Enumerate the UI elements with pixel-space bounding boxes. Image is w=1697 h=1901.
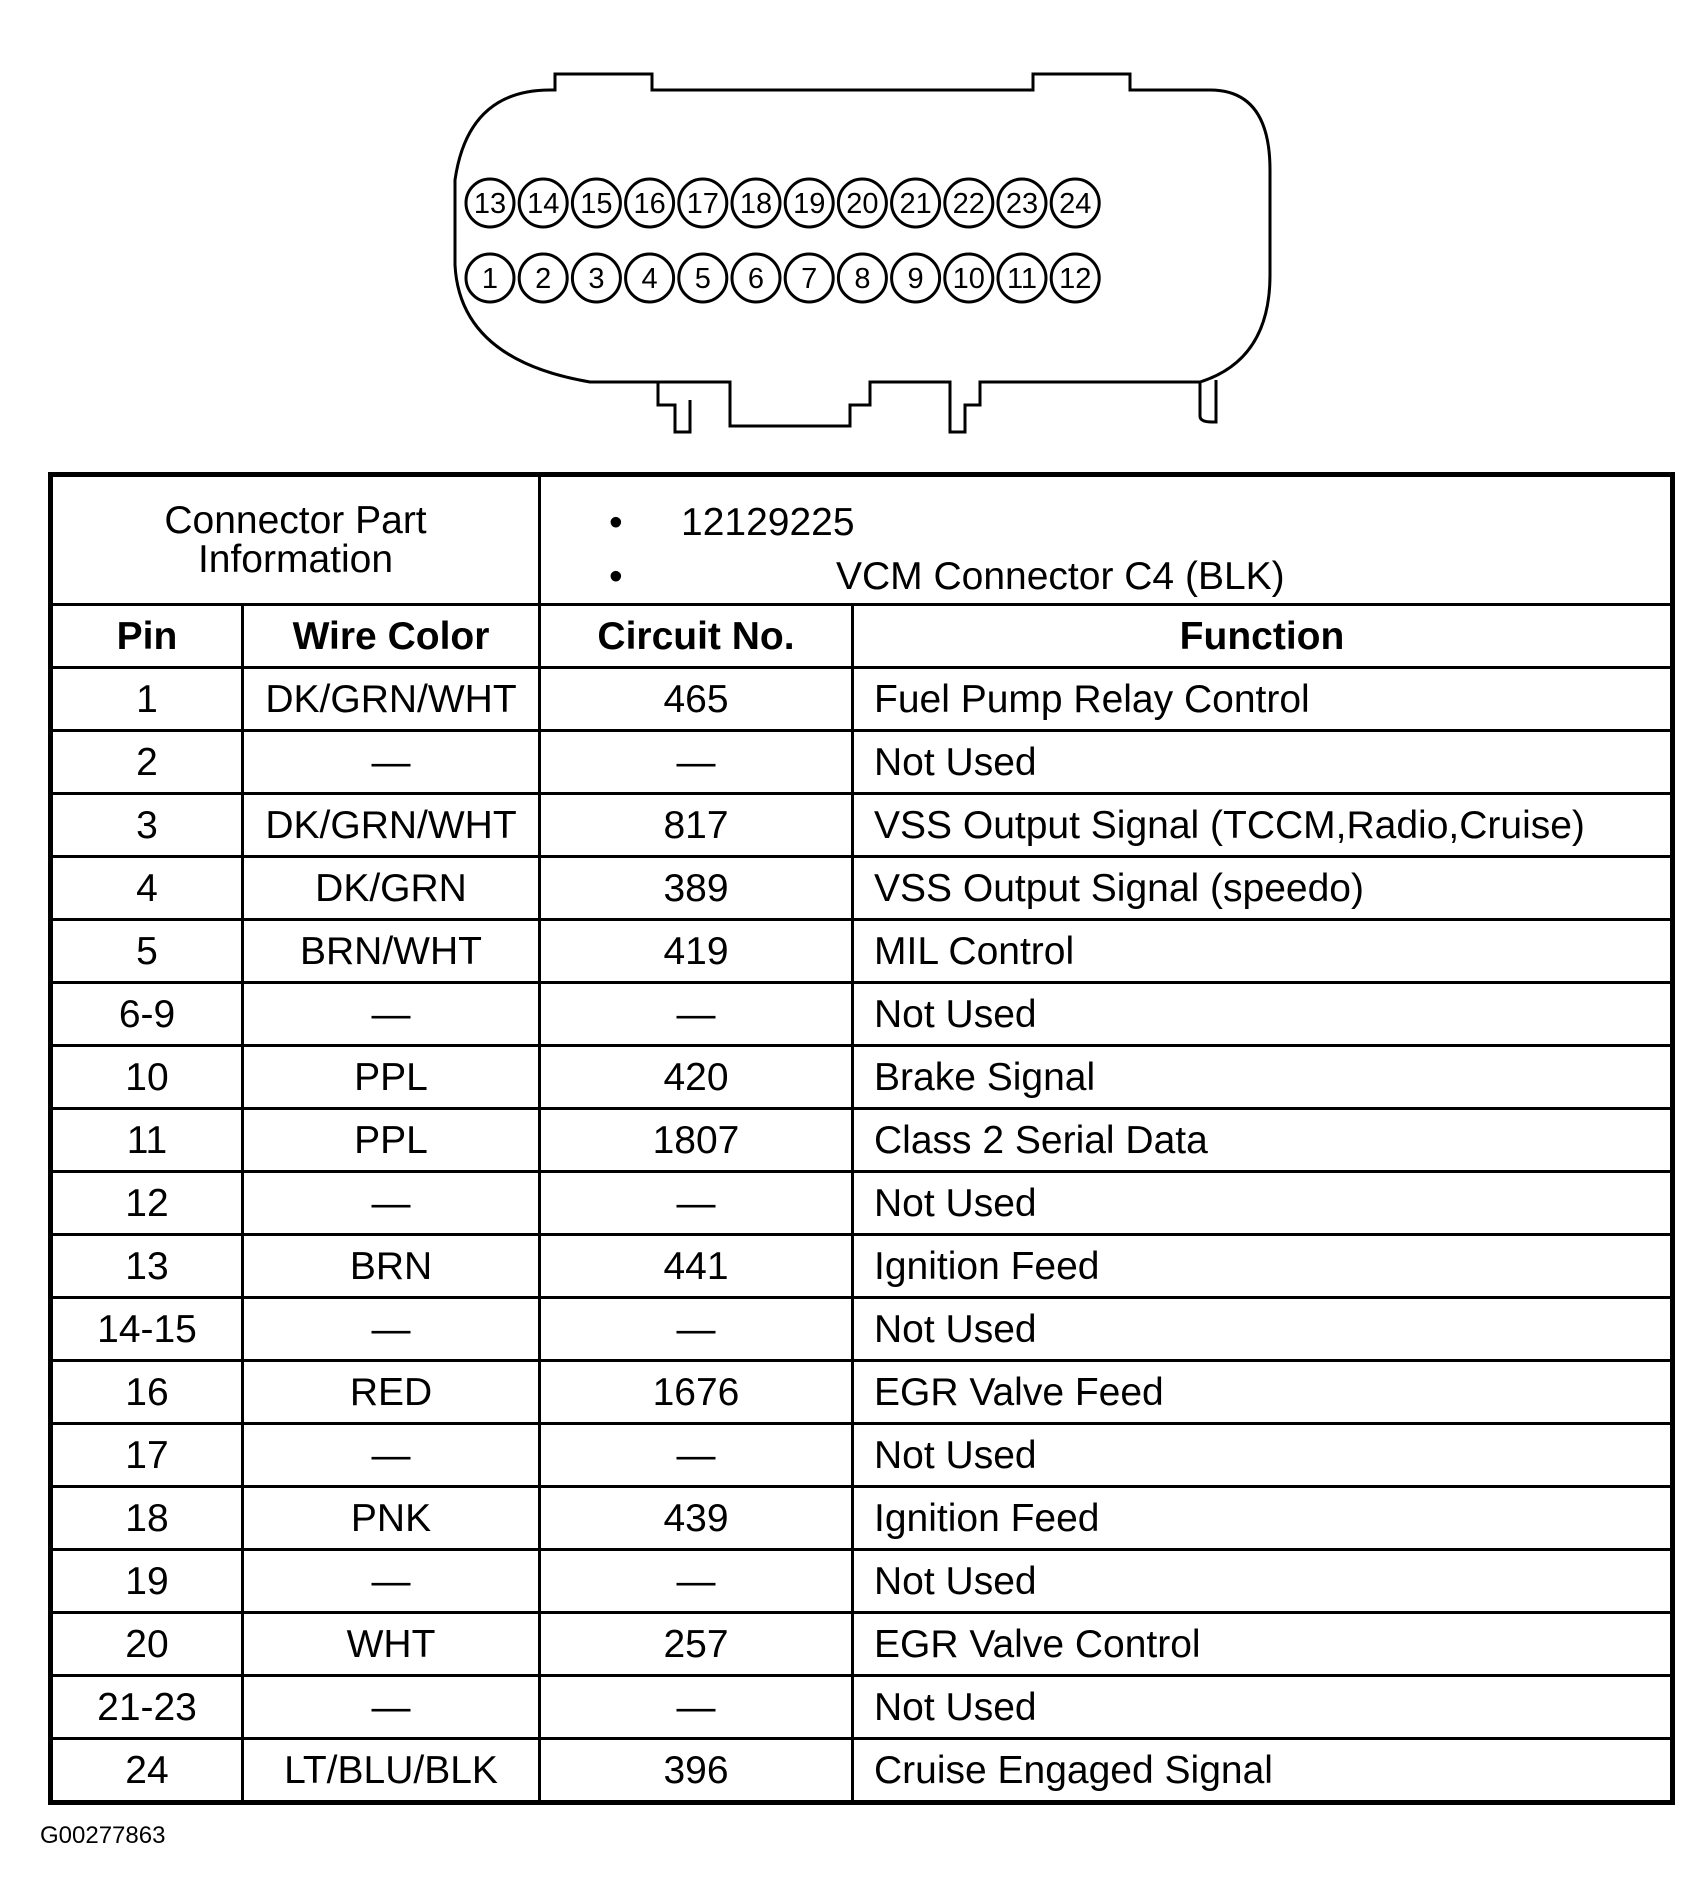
bullet-icon: • <box>609 500 623 544</box>
cell-function: Not Used <box>853 1172 1673 1235</box>
cell-wire-color: PPL <box>243 1109 540 1172</box>
cell-wire-color: — <box>243 1298 540 1361</box>
cell-function: EGR Valve Control <box>853 1613 1673 1676</box>
cell-wire-color: DK/GRN/WHT <box>243 668 540 731</box>
table-row <box>51 1550 1673 1613</box>
cell-pin: 2 <box>51 731 243 794</box>
pin-label: 21 <box>899 188 932 220</box>
cell-circuit: — <box>540 1298 853 1361</box>
pin-label: 11 <box>1006 263 1038 295</box>
cell-function: Cruise Engaged Signal <box>853 1739 1673 1803</box>
cell-circuit: 420 <box>540 1046 853 1109</box>
cell-pin: 12 <box>51 1172 243 1235</box>
connector-diagram <box>390 60 1290 460</box>
pin-label: 15 <box>580 188 613 220</box>
pin-label: 3 <box>588 263 605 295</box>
table-row <box>51 1361 1673 1424</box>
cell-pin: 13 <box>51 1235 243 1298</box>
cell-function: Class 2 Serial Data <box>853 1109 1673 1172</box>
pin-label: 20 <box>846 188 879 220</box>
header-function: Function <box>853 605 1673 668</box>
connector-info-row <box>51 475 1673 605</box>
cell-function: Ignition Feed <box>853 1235 1673 1298</box>
cell-function: EGR Valve Feed <box>853 1361 1673 1424</box>
connector-name-line <box>541 549 1670 603</box>
connector-info-value <box>540 475 1673 605</box>
table-row <box>51 794 1673 857</box>
header-wire-color: Wire Color <box>243 605 540 668</box>
cell-circuit: — <box>540 1172 853 1235</box>
pin-label: 14 <box>527 188 560 220</box>
cell-circuit: — <box>540 983 853 1046</box>
table-row <box>51 1739 1673 1803</box>
cell-pin: 24 <box>51 1739 243 1803</box>
cell-function: Not Used <box>853 1298 1673 1361</box>
pin-label: 7 <box>801 263 818 295</box>
part-number-line <box>541 495 1670 549</box>
pin-row-bottom <box>466 254 1099 302</box>
pin-label: 13 <box>473 188 507 220</box>
pin-label: 18 <box>739 188 773 220</box>
cell-function: Not Used <box>853 1424 1673 1487</box>
cell-wire-color: DK/GRN <box>243 857 540 920</box>
cell-circuit: 389 <box>540 857 853 920</box>
cell-wire-color: BRN <box>243 1235 540 1298</box>
cell-pin: 5 <box>51 920 243 983</box>
part-number: 12129225 <box>681 500 855 544</box>
table-row <box>51 1613 1673 1676</box>
cell-pin: 20 <box>51 1613 243 1676</box>
cell-function: Not Used <box>853 1676 1673 1739</box>
pin-label: 12 <box>1059 263 1092 295</box>
cell-circuit: 419 <box>540 920 853 983</box>
cell-circuit: — <box>540 1550 853 1613</box>
pin-table <box>48 472 1675 1805</box>
header-pin: Pin <box>51 605 243 668</box>
cell-circuit: 817 <box>540 794 853 857</box>
table-row <box>51 1487 1673 1550</box>
cell-wire-color: LT/BLU/BLK <box>243 1739 540 1803</box>
table-row <box>51 731 1673 794</box>
table-row <box>51 1109 1673 1172</box>
pin-label: 10 <box>952 263 985 295</box>
cell-wire-color: — <box>243 983 540 1046</box>
cell-pin: 17 <box>51 1424 243 1487</box>
cell-function: Brake Signal <box>853 1046 1673 1109</box>
pin-label: 19 <box>793 188 826 220</box>
header-circuit: Circuit No. <box>540 605 853 668</box>
table-row <box>51 983 1673 1046</box>
table-row <box>51 857 1673 920</box>
cell-circuit: 439 <box>540 1487 853 1550</box>
cell-pin: 1 <box>51 668 243 731</box>
cell-wire-color: — <box>243 1676 540 1739</box>
cell-wire-color: — <box>243 1172 540 1235</box>
pin-label: 2 <box>535 263 552 295</box>
cell-circuit: 1676 <box>540 1361 853 1424</box>
cell-function: Ignition Feed <box>853 1487 1673 1550</box>
cell-pin: 16 <box>51 1361 243 1424</box>
cell-function: VSS Output Signal (speedo) <box>853 857 1673 920</box>
figure-id: G00277863 <box>40 1822 166 1849</box>
cell-pin: 14-15 <box>51 1298 243 1361</box>
pin-label: 5 <box>694 263 711 295</box>
pin-label: 17 <box>686 188 719 220</box>
cell-circuit: 441 <box>540 1235 853 1298</box>
table-row <box>51 1235 1673 1298</box>
cell-pin: 18 <box>51 1487 243 1550</box>
cell-circuit: — <box>540 731 853 794</box>
pin-label: 8 <box>854 263 871 295</box>
connector-name: VCM Connector C4 (BLK) <box>836 554 1285 598</box>
table-row <box>51 920 1673 983</box>
cell-function: Not Used <box>853 731 1673 794</box>
pin-label: 23 <box>1005 188 1039 220</box>
cell-circuit: — <box>540 1424 853 1487</box>
connector-info-label-text: Connector Part Information <box>164 499 427 581</box>
cell-pin: 21-23 <box>51 1676 243 1739</box>
connector-info-label <box>51 475 540 605</box>
cell-wire-color: PNK <box>243 1487 540 1550</box>
cell-wire-color: BRN/WHT <box>243 920 540 983</box>
pin-label: 6 <box>747 263 765 295</box>
pin-label: 16 <box>633 188 666 220</box>
cell-circuit: 396 <box>540 1739 853 1803</box>
bullet-icon: • <box>609 554 623 598</box>
pin-label: 22 <box>952 188 985 220</box>
table-row <box>51 1046 1673 1109</box>
table-row <box>51 1424 1673 1487</box>
cell-wire-color: — <box>243 1550 540 1613</box>
cell-pin: 11 <box>51 1109 243 1172</box>
cell-pin: 19 <box>51 1550 243 1613</box>
cell-pin: 3 <box>51 794 243 857</box>
table-row <box>51 1676 1673 1739</box>
cell-function: Not Used <box>853 1550 1673 1613</box>
cell-wire-color: — <box>243 1424 540 1487</box>
table-row <box>51 1172 1673 1235</box>
table-row <box>51 668 1673 731</box>
cell-circuit: — <box>540 1676 853 1739</box>
cell-circuit: 1807 <box>540 1109 853 1172</box>
cell-wire-color: RED <box>243 1361 540 1424</box>
pin-row-top <box>466 179 1099 227</box>
cell-wire-color: PPL <box>243 1046 540 1109</box>
pin-label: 4 <box>641 263 658 295</box>
pin-label: 9 <box>907 263 924 295</box>
cell-wire-color: WHT <box>243 1613 540 1676</box>
table-row <box>51 1298 1673 1361</box>
cell-function: Not Used <box>853 983 1673 1046</box>
cell-wire-color: DK/GRN/WHT <box>243 794 540 857</box>
pin-label: 24 <box>1059 188 1092 220</box>
pin-label: 1 <box>481 263 499 295</box>
header-row <box>51 605 1673 668</box>
cell-function: MIL Control <box>853 920 1673 983</box>
cell-function: Fuel Pump Relay Control <box>853 668 1673 731</box>
cell-circuit: 257 <box>540 1613 853 1676</box>
cell-pin: 4 <box>51 857 243 920</box>
cell-circuit: 465 <box>540 668 853 731</box>
cell-wire-color: — <box>243 731 540 794</box>
cell-function: VSS Output Signal (TCCM,Radio,Cruise) <box>853 794 1673 857</box>
cell-pin: 6-9 <box>51 983 243 1046</box>
cell-pin: 10 <box>51 1046 243 1109</box>
